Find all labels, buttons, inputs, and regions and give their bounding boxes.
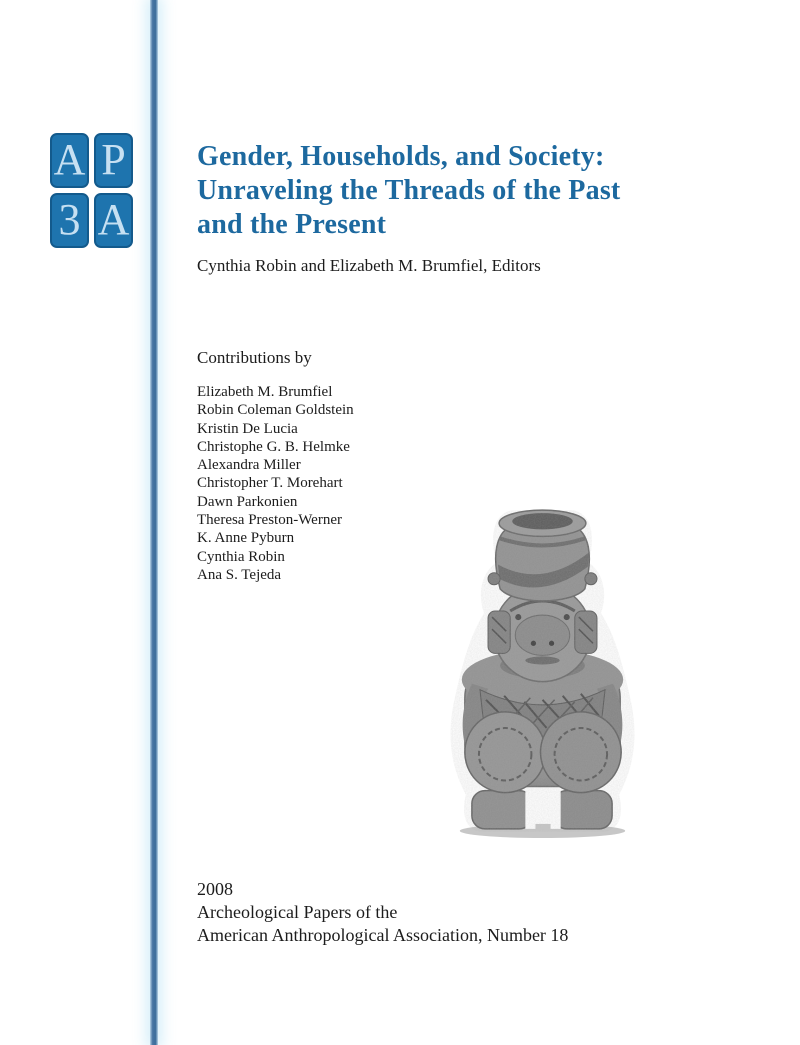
imprint-year: 2008 (197, 879, 233, 899)
logo-letter: P (101, 134, 126, 184)
figurine-photo (440, 492, 645, 840)
contributor-name: Alexandra Miller (197, 457, 301, 474)
contributor-name: Christopher T. Morehart (197, 475, 343, 492)
logo-letter: 3 (58, 194, 81, 244)
logo-tile (50, 133, 89, 188)
book-title (197, 140, 620, 242)
title-line: and the Present (197, 209, 387, 240)
contributor-name: Ana S. Tejeda (197, 566, 282, 583)
title-line: Unraveling the Threads of the Past (197, 175, 621, 206)
title-line: Gender, Households, and Society: (197, 141, 605, 172)
contributor-name: K. Anne Pyburn (197, 530, 295, 547)
logo-tile (94, 193, 133, 248)
contributions-heading: Contributions by (197, 348, 312, 367)
logo-letter: A (53, 134, 86, 184)
logo-letter: A (97, 194, 130, 244)
vertical-divider (150, 0, 158, 1045)
contributor-name: Kristin De Lucia (197, 420, 298, 437)
contributor-name: Dawn Parkonien (197, 493, 298, 510)
contributor-name: Elizabeth M. Brumfiel (197, 384, 333, 400)
logo-tile (94, 133, 133, 188)
imprint-publisher-line1: Archeological Papers of the (197, 902, 398, 922)
ap3a-logo (50, 133, 133, 248)
contributor-name: Robin Coleman Goldstein (197, 402, 354, 419)
contributors-list (197, 383, 354, 584)
contributor-name: Christophe G. B. Helmke (197, 438, 350, 455)
imprint-block (197, 878, 568, 947)
imprint-publisher-line2: American Anthropological Association, Number 18 (197, 925, 569, 945)
contributor-name: Cynthia Robin (197, 548, 285, 565)
editors-line: Cynthia Robin and Elizabeth M. Brumfiel, Editors (197, 256, 541, 275)
contributor-name: Theresa Preston-Werner (197, 512, 342, 529)
logo-tile (50, 193, 89, 248)
